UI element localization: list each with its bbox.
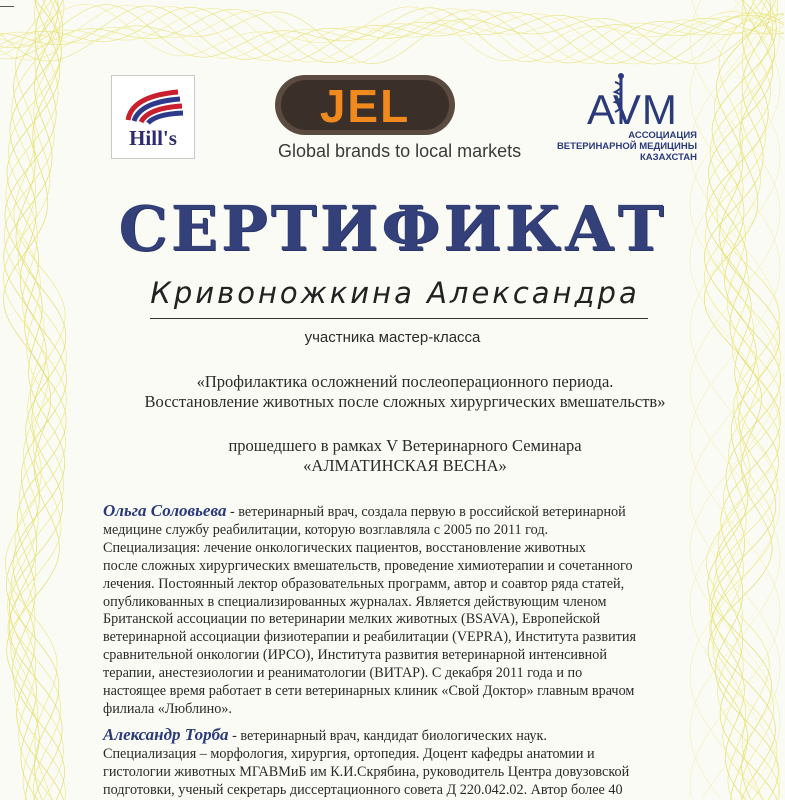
speaker-name: Александр Торба [103, 725, 229, 744]
speaker-bio: Александр Торба - ветеринарный врач, кандидат биологических наук. Специализация – морфология, хирургия, ортопедия. Доцент кафедры анатомии и гистологии животных МГАВМиБ им К.И.Скрябина, руководитель Центра довузовской подготовки, ученый секретарь диссертационного совета Д 220.042.02. Автор более 40 [103, 725, 630, 798]
hills-logo [111, 75, 195, 159]
jel-tagline: Global brands to local markets [278, 141, 522, 161]
recipient-role: участника мастер-класса [304, 329, 481, 346]
speaker-bio: Ольга Соловьева - ветеринарный врач, создала первую в российской ветеринарной медицине службу реабилитации, которую возглавляла с 2005 по 2011 год. Специализация: лечение онкологических пациентов, восстановление животных после сложных хирургических вмешательств, проведение химиотерапии и сочетанного лечения. Постоянный лектор образовательных программ, автор и соавтор ряда статей, опубликованных в специализированных журналах. Является действующим членом Британской ассоциации по ветеринарии мелких животных (BSAVA), Европейской ветеринарной ассоциации физиотерапии и реабилитации (VEPRA), Института развития сравнительной онкологии (ИРСО), Института развития ветеринарной интенсивной терапии, анестезиологии и реаниматологии (ВИТАР). С декабря 2011 года и по настоящее время работает в сети ветеринарных клиник «Свой Доктор» главным врачом филиала «Люблино». [103, 501, 637, 717]
avm-logo [553, 72, 703, 172]
hills-wordmark: Hill's [129, 126, 177, 150]
seminar-info: прошедшего в рамках V Ветеринарного Семинара «АЛМАТИНСКАЯ ВЕСНА» [228, 436, 582, 475]
certificate-title: СЕРТИФИКАТ [118, 192, 667, 265]
avm-wordmark: AVM [587, 86, 678, 133]
recipient-name: Кривоножкина Александра [150, 276, 640, 310]
signature-line [150, 318, 648, 319]
scan-edge-mark [0, 6, 14, 7]
jel-wordmark: JEL [319, 80, 411, 132]
speaker-name: Ольга Соловьева [103, 501, 227, 520]
avm-caption: АССОЦИАЦИЯ ВЕТЕРИНАРНОЙ МЕДИЦИНЫ КАЗАХСТАН [556, 130, 697, 163]
jel-logo [275, 75, 455, 135]
course-title: «Профилактика осложнений послеоперационного периода. Восстановление животных после сложных хирургических вмешательств» [144, 372, 666, 411]
